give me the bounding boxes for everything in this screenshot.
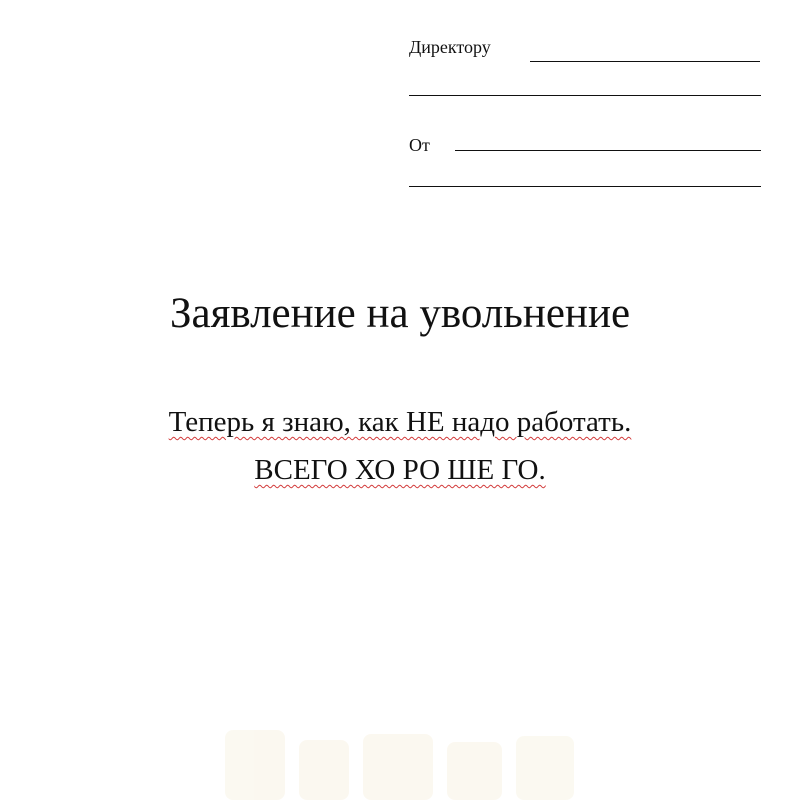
watermark-shape [299, 740, 349, 800]
from-name-blank-line [455, 150, 761, 151]
director-second-blank-line [409, 95, 761, 96]
faint-watermark [225, 722, 585, 800]
body-line-2 [0, 456, 800, 485]
body-line-2-text: ВСЕГО ХО РО ШЕ ГО. [254, 454, 546, 486]
director-name-blank-line [530, 61, 760, 62]
from-second-blank-line [409, 186, 761, 187]
body-line-1 [0, 408, 800, 437]
document-title: Заявление на увольнение [169, 290, 631, 337]
watermark-shape [225, 730, 285, 800]
body-line-1-text: Теперь я знаю, как НЕ надо работать. [168, 406, 632, 438]
director-label: Директору [409, 37, 491, 57]
watermark-shape [516, 736, 574, 800]
watermark-shape [447, 742, 502, 800]
from-label: От [409, 135, 430, 155]
watermark-shape [363, 734, 433, 800]
